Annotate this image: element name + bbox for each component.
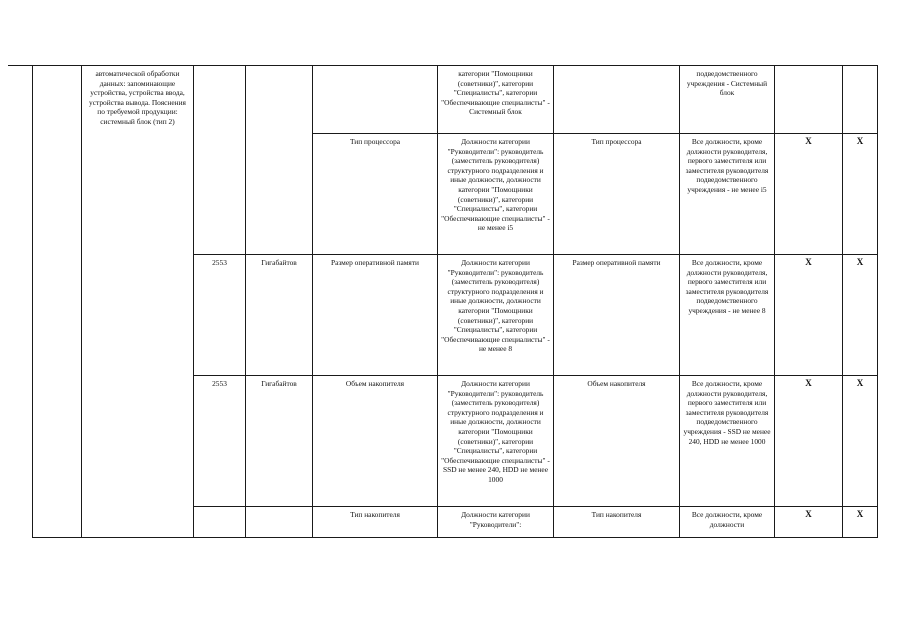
requirement-text: подведомственного учреждения - Системный блок: [686, 69, 768, 98]
requirement-text: Должности категории "Руководители": руководитель (заместитель руководителя) структурного подразделения и иные должности, должности категории "Помощники (советники)", категории "Специалисты", категории "Обеспечивающие специалисты" - SSD не менее 240, HDD не менее 1000: [441, 379, 550, 484]
requirement-cell: [438, 134, 554, 255]
requirement-text: категории "Помощники (советники)", категории "Специалисты", категории "Обеспечивающие специалисты" - Системный блок: [441, 69, 550, 117]
characteristic-cell: Тип накопителя: [313, 507, 438, 538]
product-description-cell: [82, 66, 194, 538]
x-cell: X: [843, 255, 878, 376]
characteristic-cell: [554, 66, 680, 134]
code-cell: 2553: [194, 255, 246, 376]
code-cell: 2553: [194, 376, 246, 507]
characteristic-cell: Тип процессора: [554, 134, 680, 255]
requirement-text: Должности категории "Руководители":: [461, 510, 530, 529]
table-row: [33, 66, 878, 134]
code-cell: [194, 66, 246, 255]
characteristic-cell: Тип накопителя: [554, 507, 680, 538]
x-cell: [775, 66, 843, 134]
requirement-text: Должности категории "Руководители": руководитель (заместитель руководителя) структурного подразделения и иные должности, должности категории "Помощники (советники)", категории "Специалисты", категории "Обеспечивающие специалисты" - не менее i5: [441, 137, 550, 233]
requirement-text: Должности категории "Руководители": руководитель (заместитель руководителя) структурного подразделения и иные должности, должности категории "Помощники (советники)", категории "Специалисты", категории "Обеспечивающие специалисты" - не менее 8: [441, 258, 550, 354]
requirement-cell: [680, 134, 775, 255]
x-cell: X: [843, 376, 878, 507]
unit-cell: Гигабайтов: [246, 255, 313, 376]
requirements-table: [32, 65, 878, 538]
requirement-cell: [438, 255, 554, 376]
requirement-cell: [438, 66, 554, 134]
requirement-cell: [680, 376, 775, 507]
x-cell: X: [775, 376, 843, 507]
requirement-cell: [438, 507, 554, 538]
product-description: автоматической обработки данных: запоминающие устройства, устройства ввода, устройства вывода. Пояснения по требуемой продукции: системный блок (тип 2): [89, 69, 186, 126]
x-cell: X: [775, 507, 843, 538]
x-cell: X: [775, 134, 843, 255]
requirement-text: Все должности, кроме должности руководителя, первого заместителя или заместителя руководителя подведомственного учреждения - не менее 8: [685, 258, 769, 315]
characteristic-cell: Объем накопителя: [554, 376, 680, 507]
x-cell: X: [843, 134, 878, 255]
characteristic-cell: Тип процессора: [313, 134, 438, 255]
characteristic-cell: Объем накопителя: [313, 376, 438, 507]
requirement-text: Все должности, кроме должности руководителя, первого заместителя или заместителя руководителя подведомственного учреждения - SSD не менее 240, HDD не менее 1000: [683, 379, 771, 446]
table-edge-rule: [8, 65, 32, 66]
requirement-cell: [438, 376, 554, 507]
x-cell: [843, 66, 878, 134]
requirement-text: Все должности, кроме должности руководителя, первого заместителя или заместителя руководителя подведомственного учреждения - не менее i5: [685, 137, 769, 194]
characteristic-cell: Размер оперативной памяти: [554, 255, 680, 376]
code-cell: [194, 507, 246, 538]
blank-left-cell: [33, 66, 82, 538]
requirement-text: Все должности, кроме должности: [691, 510, 763, 529]
characteristic-cell: [313, 66, 438, 134]
requirement-cell: [680, 255, 775, 376]
x-cell: X: [775, 255, 843, 376]
unit-cell: [246, 507, 313, 538]
characteristic-cell: Размер оперативной памяти: [313, 255, 438, 376]
requirement-cell: [680, 507, 775, 538]
unit-cell: Гигабайтов: [246, 376, 313, 507]
requirement-cell: [680, 66, 775, 134]
x-cell: X: [843, 507, 878, 538]
unit-cell: [246, 66, 313, 255]
